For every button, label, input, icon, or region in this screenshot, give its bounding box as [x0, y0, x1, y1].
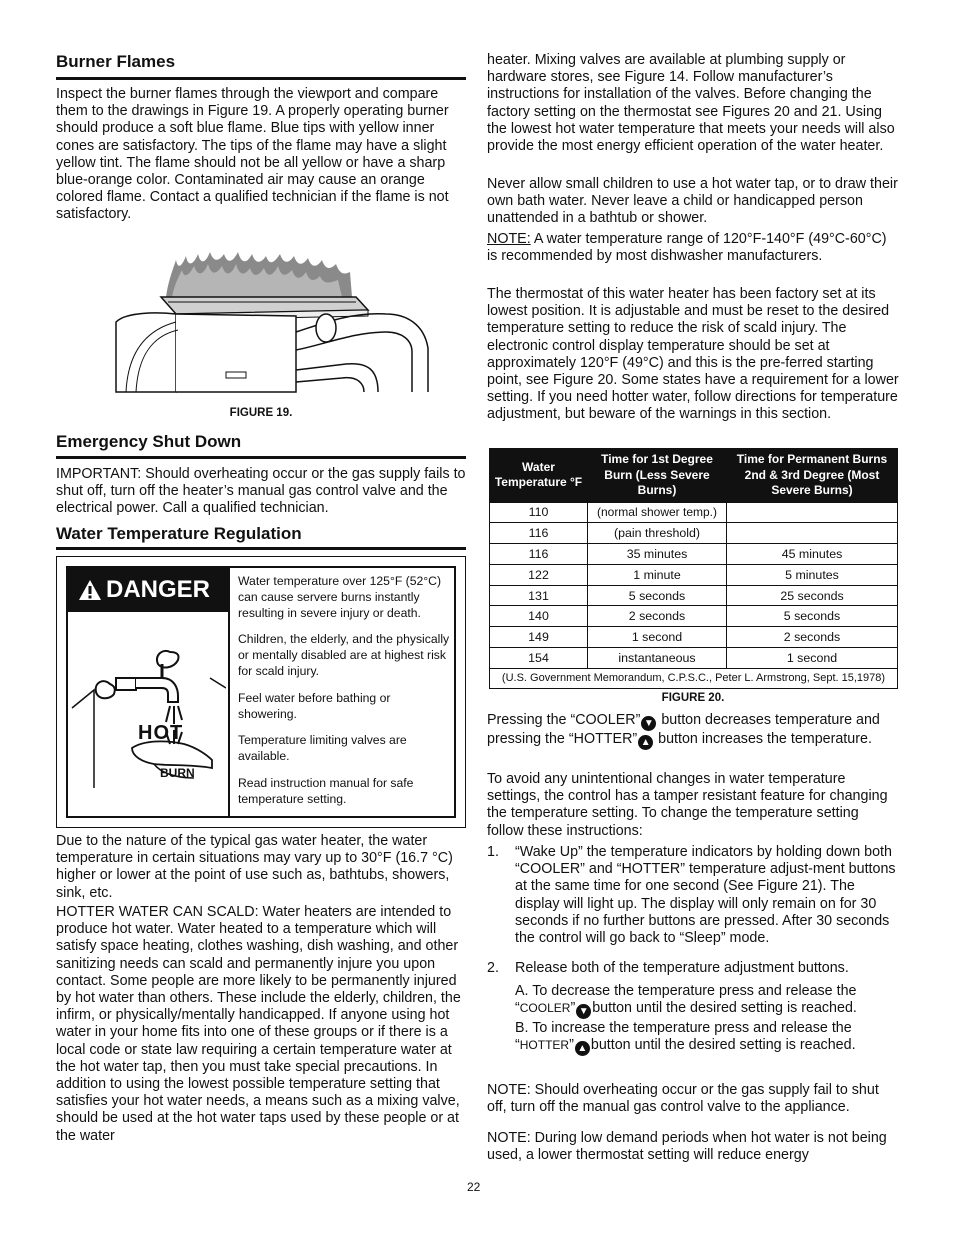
- emergency-shut-down-heading: Emergency Shut Down: [56, 432, 242, 451]
- water-temperature-regulation-heading: Water Temperature Regulation: [56, 524, 302, 543]
- warning-triangle-icon: [78, 579, 102, 601]
- cooler-word: COOLER: [519, 1001, 571, 1016]
- burner-illustration: [106, 252, 436, 402]
- cell-temp: 154: [490, 648, 588, 669]
- hot-label: HOT: [138, 722, 184, 744]
- danger-banner: [68, 568, 228, 612]
- heading-rule: [56, 547, 466, 550]
- cooler-down-arrow-icon: ▼: [576, 1004, 591, 1019]
- cell-temp: 110: [490, 502, 588, 523]
- cell-permanent: 25 seconds: [727, 585, 898, 606]
- step-a-text: A. To decrease the temperature press and release the “: [515, 983, 857, 1017]
- cell-permanent: 45 minutes: [727, 544, 898, 565]
- cell-temp: 116: [490, 544, 588, 565]
- hotter-up-arrow-icon: ▲: [638, 735, 653, 750]
- table-row: [490, 648, 898, 669]
- page-number: 22: [467, 1180, 481, 1194]
- header-permanent-burns: Time for Permanent Burns 2nd & 3rd Degree (Most Severe Burns): [727, 449, 898, 503]
- table-row: [490, 523, 898, 544]
- quote-close: ”: [569, 1037, 574, 1054]
- cell-first: 5 seconds: [588, 585, 727, 606]
- step-b-text-end: button until the desired setting is reached.: [590, 1037, 856, 1054]
- hotter-up-arrow-icon: ▲: [575, 1041, 590, 1056]
- header-first-degree: Time for 1st Degree Burn (Less Severe Burns): [588, 449, 727, 503]
- avoid-paragraph: To avoid any unintentional changes in water temperature settings, the control has a tamper resistant feature for changing the temperature setting. To change the temperature setting follow these instructions:: [487, 771, 888, 839]
- cell-temp: 149: [490, 627, 588, 648]
- cell-permanent: [727, 523, 898, 544]
- step-b: [515, 1020, 899, 1056]
- header-water-temperature: Water Temperature °F: [490, 449, 588, 503]
- table-row: [490, 502, 898, 523]
- danger-line: Read instruction manual for safe temperature setting.: [238, 775, 414, 806]
- thermostat-paragraph: The thermostat of this water heater has been factory set at its lowest position. It is adjustable and must be reset to the desired temperature setting to reduce the risk of scald injury. The electronic control display temperature should be set at approximately 120°F (49°C) and this is the pre-ferred starting point, see Figure 20. Some states have a requirement for a lower setting. If you need hotter water, follow directions for temperature adjustment, but beware of the warnings in this section.: [487, 286, 899, 423]
- danger-line: Temperature limiting valves are available.: [238, 733, 407, 764]
- cell-permanent: [727, 502, 898, 523]
- table-row: [490, 606, 898, 627]
- step-a-text-end: button until the desired setting is reached.: [592, 1000, 857, 1017]
- cell-temp: 122: [490, 564, 588, 585]
- cell-first: 35 minutes: [588, 544, 727, 565]
- pressing-text-a: Pressing the “COOLER”: [487, 712, 641, 728]
- cell-permanent: 2 seconds: [727, 627, 898, 648]
- overheat-note: NOTE: Should overheating occur or the gas supply fail to shut off, turn off the manual gas control valve to the appliance.: [487, 1082, 879, 1116]
- burn-label: BURN: [160, 766, 195, 780]
- step-number: 2.: [487, 960, 499, 976]
- danger-warning-box: [56, 556, 466, 828]
- pressing-text-c: button increases the temperature.: [654, 731, 872, 747]
- burn-time-table: [489, 448, 898, 689]
- cell-permanent: 1 second: [727, 648, 898, 669]
- hotter-word: HOTTER: [519, 1038, 570, 1053]
- step-text: Release both of the temperature adjustment buttons.: [515, 960, 849, 976]
- cell-first: (normal shower temp.): [588, 502, 727, 523]
- figure-19-caption: FIGURE 19.: [229, 407, 293, 419]
- step-a: [515, 983, 899, 1019]
- pressing-text-b: button decreases temperature and pressing the “HOTTER”: [487, 712, 880, 747]
- step-text: “Wake Up” the temperature indicators by holding down both “COOLER” and “HOTTER” temperature adjust-ment buttons at the same time for one second (See Figure 21). The display will light up. The display will only remain on for 30 seconds if no further buttons are pressed. After 30 seconds the control will go back to “Sleep” mode.: [515, 844, 896, 947]
- danger-line: Water temperature over 125°F (52°C) can cause servere burns instantly resulting in severe injury or death.: [238, 574, 442, 620]
- danger-line: Children, the elderly, and the physically or mentally disabled are at highest risk for scald injury.: [238, 632, 450, 678]
- cell-temp: 140: [490, 606, 588, 627]
- note-text: A water temperature range of 120°F-140°F (49°C-60°C) is recommended by most dishwasher manufacturers.: [487, 231, 887, 265]
- hotter-water-paragraph: HOTTER WATER CAN SCALD: Water heaters are intended to produce hot water. Water heated to a temperature which will satisfy space heating, clothes washing, dish washing, and other sanitizing needs can scald and permanently injure you upon contact. Some people are more likely to be permanently injured by hot water than others. These include the elderly, children, the infirm, or physically/mentally handicapped. If anyone using hot water in your home fits into one of these groups or if there is a local code or state law requiring a certain temperature water at the hot water tap, then you must take special precautions. In addition to using the lowest possible temperature setting that satisfies your hot water needs, a means such as a mixing valve, should be used at the hot water taps used by these people or at the water: [56, 904, 461, 1144]
- cell-first: (pain threshold): [588, 523, 727, 544]
- danger-text: [238, 574, 452, 819]
- burner-flames-heading: Burner Flames: [56, 52, 176, 71]
- note-label: NOTE:: [487, 231, 531, 247]
- nature-paragraph: Due to the nature of the typical gas water heater, the water temperature in certain situations may vary up to 30°F (16.7 °C) higher or lower at the point of use such as, bathtubs, showers, sink, etc.: [56, 833, 453, 901]
- heading-rule: [56, 456, 466, 459]
- step-1: [487, 844, 897, 947]
- danger-label: DANGER: [106, 576, 211, 603]
- cell-permanent: 5 seconds: [727, 606, 898, 627]
- danger-divider: [228, 568, 230, 816]
- table-row: [490, 627, 898, 648]
- cell-temp: 131: [490, 585, 588, 606]
- cell-permanent: 5 minutes: [727, 564, 898, 585]
- cell-first: 1 second: [588, 627, 727, 648]
- cell-first: instantaneous: [588, 648, 727, 669]
- table-source: (U.S. Government Memorandum, C.P.S.C., Peter L. Armstrong, Sept. 15,1978): [490, 668, 898, 688]
- table-source-row: [490, 668, 898, 688]
- cell-temp: 116: [490, 523, 588, 544]
- step-number: 1.: [487, 844, 499, 860]
- low-demand-note: NOTE: During low demand periods when hot water is not being used, a lower thermostat setting will reduce energy: [487, 1130, 887, 1164]
- cell-first: 1 minute: [588, 564, 727, 585]
- quote-close: ”: [570, 1000, 576, 1017]
- heading-rule: [56, 77, 466, 80]
- children-paragraph: Never allow small children to use a hot water tap, or to draw their own bath water. Never leave a child or handicapped person unattended in a bathtub or shower.: [487, 176, 898, 227]
- cell-first: 2 seconds: [588, 606, 727, 627]
- table-row: [490, 564, 898, 585]
- danger-inner-frame: [66, 566, 456, 818]
- danger-line: Feel water before bathing or showering.: [238, 690, 391, 721]
- emergency-paragraph: IMPORTANT: Should overheating occur or the gas supply fails to shut off, turn off the heater’s manual gas control valve and the electrical power. Call a qualified technician.: [56, 466, 466, 517]
- pressing-paragraph: [487, 712, 899, 750]
- table-row: [490, 585, 898, 606]
- dishwasher-note: [487, 231, 899, 265]
- heater-paragraph: heater. Mixing valves are available at plumbing supply or hardware stores, see Figure 14. Follow manufacturer’s instructions for installation of the valves. Before changing the factory setting on the thermostat see Figures 20 and 21. Using the lowest hot water temperature that meets your needs will also provide the most energy efficient operation of the water heater.: [487, 52, 895, 155]
- cooler-down-arrow-icon: ▼: [641, 716, 656, 731]
- figure-20-caption: FIGURE 20.: [661, 692, 725, 704]
- step-b-text: B. To increase the temperature press and release the “: [515, 1020, 852, 1054]
- step-2: [487, 960, 897, 977]
- table-row: [490, 544, 898, 565]
- hot-water-burn-icon: [70, 648, 226, 788]
- burner-paragraph: Inspect the burner flames through the viewport and compare them to the drawings in Figure 19. A properly operating burner should produce a soft blue flame. Blue tips with yellow inner cones are satisfactory. The tips of the flame may have a slight yellow tint. The flame should not be all yellow or have a sharp blue-orange color. Contaminated air may cause an orange colored flame. Contact a qualified technician if the flame is not satisfactory.: [56, 86, 449, 223]
